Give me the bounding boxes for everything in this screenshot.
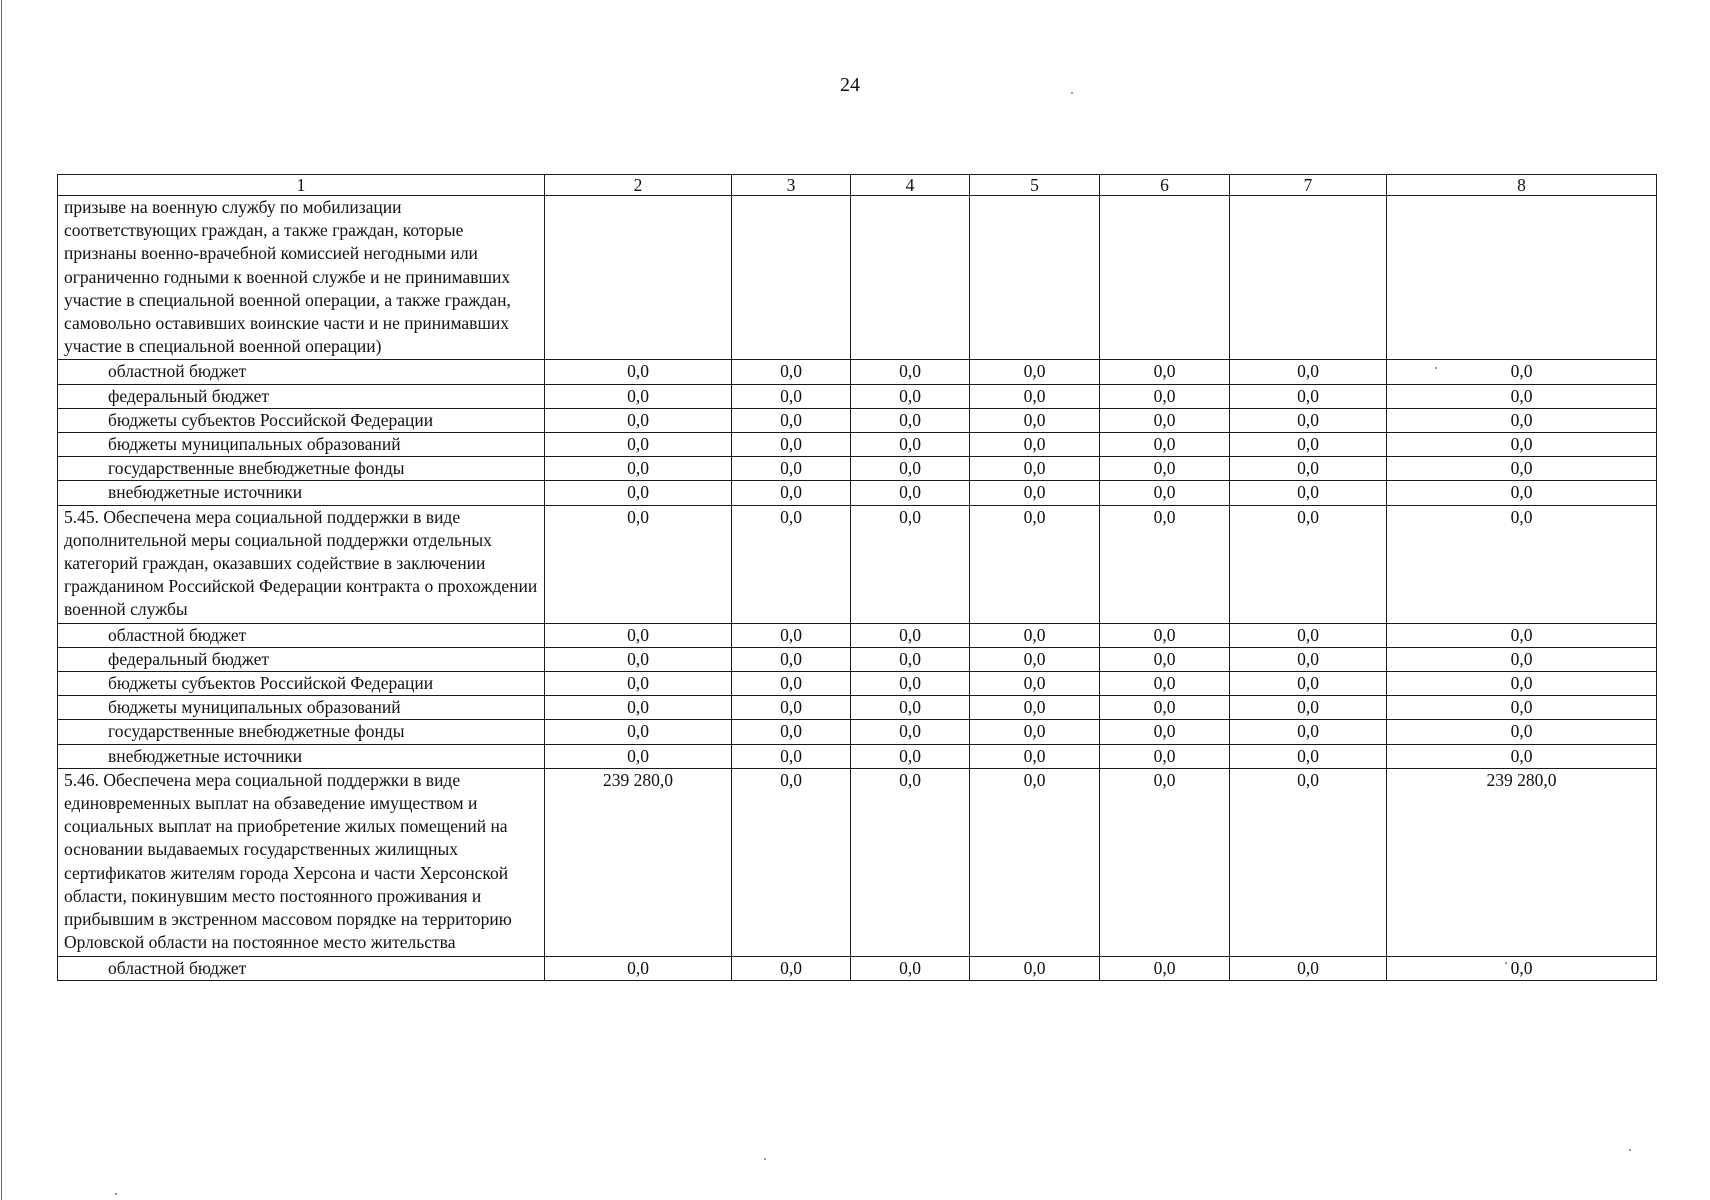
table-body [58,175,1657,981]
value-cell-col-8: 0,0 [1387,433,1657,457]
value-cell-col-8: 0,0 [1387,956,1657,980]
value-cell-col-6: 0,0 [1100,672,1230,696]
column-header: 1 [58,175,545,196]
value-cell-col-7: 0,0 [1230,457,1387,481]
value-cell-col-3: 0,0 [732,408,851,432]
value-cell-col-6: 0,0 [1100,408,1230,432]
value-cell-col-8: 0,0 [1387,647,1657,671]
value-cell-col-5: 0,0 [970,768,1100,956]
budget-source-label: областной бюджет [58,623,545,647]
budget-source-row [58,696,1657,720]
value-cell-col-3: 0,0 [732,720,851,744]
column-header: 7 [1230,175,1387,196]
measure-description: призыве на военную службу по мобилизации соответствующих граждан, а также граждан, которые признаны военно-врачебной комиссией негодными или ограниченно годными к военной службе и не принимавших участие в специальной военной операции, а также граждан, самовольно оставивших воинские части и не принимавших участие в специальной военной операции) [58,196,545,360]
value-cell-col-7: 0,0 [1230,433,1387,457]
budget-source-row [58,408,1657,432]
value-cell-col-2: 0,0 [545,647,732,671]
budget-source-label: бюджеты муниципальных образований [58,433,545,457]
value-cell-col-5: 0,0 [970,457,1100,481]
budget-source-label: областной бюджет [58,360,545,384]
value-cell-col-6: 0,0 [1100,433,1230,457]
value-cell-col-5: 0,0 [970,505,1100,623]
budget-source-label: внебюджетные источники [58,744,545,768]
budget-source-row [58,720,1657,744]
budget-source-row [58,384,1657,408]
value-cell-col-7: 0,0 [1230,744,1387,768]
value-cell-col-8: 239 280,0 [1387,768,1657,956]
value-cell-col-5: 0,0 [970,672,1100,696]
column-header: 2 [545,175,732,196]
value-cell-col-7: 0,0 [1230,956,1387,980]
scan-speck [764,1158,766,1160]
value-cell-col-4: 0,0 [851,956,970,980]
value-cell-col-4: 0,0 [851,505,970,623]
value-cell-col-7 [1230,196,1387,360]
value-cell-col-5: 0,0 [970,433,1100,457]
value-cell-col-4: 0,0 [851,768,970,956]
measure-description: 5.46. Обеспечена мера социальной поддержки в виде единовременных выплат на обзаведение имуществом и социальных выплат на приобретение жилых помещений на основании выдаваемых государственных жилищных сертификатов жителям города Херсона и части Херсонской области, покинувшим место постоянного проживания и прибывшим в экстренном массовом порядке на территорию Орловской области на постоянное место жительства [58,768,545,956]
budget-source-row [58,457,1657,481]
value-cell-col-2: 0,0 [545,384,732,408]
value-cell-col-6: 0,0 [1100,768,1230,956]
value-cell-col-7: 0,0 [1230,672,1387,696]
value-cell-col-5: 0,0 [970,623,1100,647]
value-cell-col-3: 0,0 [732,457,851,481]
scan-speck [1071,92,1073,94]
value-cell-col-3: 0,0 [732,672,851,696]
value-cell-col-2: 0,0 [545,505,732,623]
value-cell-col-5: 0,0 [970,384,1100,408]
value-cell-col-5: 0,0 [970,481,1100,505]
value-cell-col-8: 0,0 [1387,720,1657,744]
value-cell-col-7: 0,0 [1230,647,1387,671]
value-cell-col-6: 0,0 [1100,623,1230,647]
value-cell-col-4: 0,0 [851,408,970,432]
budget-source-label: государственные внебюджетные фонды [58,720,545,744]
budget-source-row [58,360,1657,384]
column-header: 6 [1100,175,1230,196]
value-cell-col-4: 0,0 [851,672,970,696]
value-cell-col-6: 0,0 [1100,457,1230,481]
value-cell-col-3: 0,0 [732,360,851,384]
value-cell-col-2: 0,0 [545,744,732,768]
column-header: 3 [732,175,851,196]
value-cell-col-7: 0,0 [1230,720,1387,744]
value-cell-col-2: 0,0 [545,720,732,744]
value-cell-col-5: 0,0 [970,696,1100,720]
budget-source-label: бюджеты субъектов Российской Федерации [58,672,545,696]
value-cell-col-3: 0,0 [732,768,851,956]
scan-speck [115,1193,117,1195]
budget-source-row [58,956,1657,980]
value-cell-col-6: 0,0 [1100,384,1230,408]
value-cell-col-2: 0,0 [545,360,732,384]
value-cell-col-7: 0,0 [1230,768,1387,956]
budget-source-label: внебюджетные источники [58,481,545,505]
measure-row [58,768,1657,956]
value-cell-col-2: 0,0 [545,408,732,432]
budget-table [57,174,1657,981]
value-cell-col-4: 0,0 [851,384,970,408]
budget-source-label: федеральный бюджет [58,384,545,408]
value-cell-col-8: 0,0 [1387,744,1657,768]
value-cell-col-2: 0,0 [545,481,732,505]
budget-source-row [58,672,1657,696]
value-cell-col-5: 0,0 [970,360,1100,384]
value-cell-col-6: 0,0 [1100,720,1230,744]
budget-source-row [58,433,1657,457]
value-cell-col-4: 0,0 [851,457,970,481]
value-cell-col-2: 0,0 [545,457,732,481]
value-cell-col-6: 0,0 [1100,360,1230,384]
value-cell-col-4: 0,0 [851,433,970,457]
value-cell-col-4: 0,0 [851,647,970,671]
value-cell-col-5: 0,0 [970,408,1100,432]
value-cell-col-3: 0,0 [732,623,851,647]
budget-source-label: федеральный бюджет [58,647,545,671]
value-cell-col-6: 0,0 [1100,696,1230,720]
value-cell-col-3: 0,0 [732,744,851,768]
value-cell-col-6: 0,0 [1100,956,1230,980]
value-cell-col-6: 0,0 [1100,505,1230,623]
value-cell-col-7: 0,0 [1230,623,1387,647]
value-cell-col-4: 0,0 [851,360,970,384]
value-cell-col-6: 0,0 [1100,481,1230,505]
value-cell-col-7: 0,0 [1230,408,1387,432]
column-header: 5 [970,175,1100,196]
value-cell-col-7: 0,0 [1230,360,1387,384]
value-cell-col-8: 0,0 [1387,481,1657,505]
value-cell-col-6 [1100,196,1230,360]
value-cell-col-6: 0,0 [1100,647,1230,671]
value-cell-col-7: 0,0 [1230,696,1387,720]
column-header: 4 [851,175,970,196]
budget-source-label: бюджеты муниципальных образований [58,696,545,720]
value-cell-col-8: 0,0 [1387,360,1657,384]
value-cell-col-3: 0,0 [732,696,851,720]
budget-source-row [58,481,1657,505]
value-cell-col-3: 0,0 [732,647,851,671]
value-cell-col-5 [970,196,1100,360]
value-cell-col-8: 0,0 [1387,696,1657,720]
value-cell-col-4: 0,0 [851,696,970,720]
measure-description: 5.45. Обеспечена мера социальной поддержки в виде дополнительной меры социальной поддержки отдельных категорий граждан, оказавших содействие в заключении гражданином Российской Федерации контракта о прохождении военной службы [58,505,545,623]
measure-row [58,196,1657,360]
value-cell-col-2: 239 280,0 [545,768,732,956]
value-cell-col-4: 0,0 [851,720,970,744]
value-cell-col-4 [851,196,970,360]
budget-source-label: областной бюджет [58,956,545,980]
value-cell-col-4: 0,0 [851,744,970,768]
value-cell-col-2: 0,0 [545,696,732,720]
page-edge-shadow [1,0,2,1200]
budget-source-row [58,647,1657,671]
value-cell-col-5: 0,0 [970,956,1100,980]
value-cell-col-5: 0,0 [970,744,1100,768]
value-cell-col-7: 0,0 [1230,384,1387,408]
value-cell-col-7: 0,0 [1230,505,1387,623]
page-number: 24 [840,74,860,96]
value-cell-col-8: 0,0 [1387,384,1657,408]
value-cell-col-6: 0,0 [1100,744,1230,768]
measure-row [58,505,1657,623]
value-cell-col-3: 0,0 [732,481,851,505]
value-cell-col-3 [732,196,851,360]
budget-source-row [58,744,1657,768]
value-cell-col-8: 0,0 [1387,505,1657,623]
value-cell-col-4: 0,0 [851,623,970,647]
value-cell-col-3: 0,0 [732,384,851,408]
budget-source-label: государственные внебюджетные фонды [58,457,545,481]
value-cell-col-3: 0,0 [732,956,851,980]
table-header-row [58,175,1657,196]
value-cell-col-2: 0,0 [545,672,732,696]
value-cell-col-7: 0,0 [1230,481,1387,505]
value-cell-col-8 [1387,196,1657,360]
value-cell-col-8: 0,0 [1387,623,1657,647]
value-cell-col-4: 0,0 [851,481,970,505]
value-cell-col-8: 0,0 [1387,672,1657,696]
value-cell-col-2: 0,0 [545,623,732,647]
column-header: 8 [1387,175,1657,196]
value-cell-col-3: 0,0 [732,433,851,457]
value-cell-col-2: 0,0 [545,433,732,457]
value-cell-col-2: 0,0 [545,956,732,980]
budget-source-row [58,623,1657,647]
value-cell-col-2 [545,196,732,360]
value-cell-col-5: 0,0 [970,720,1100,744]
value-cell-col-5: 0,0 [970,647,1100,671]
value-cell-col-8: 0,0 [1387,457,1657,481]
value-cell-col-8: 0,0 [1387,408,1657,432]
scan-speck [1629,1149,1631,1151]
value-cell-col-3: 0,0 [732,505,851,623]
budget-source-label: бюджеты субъектов Российской Федерации [58,408,545,432]
